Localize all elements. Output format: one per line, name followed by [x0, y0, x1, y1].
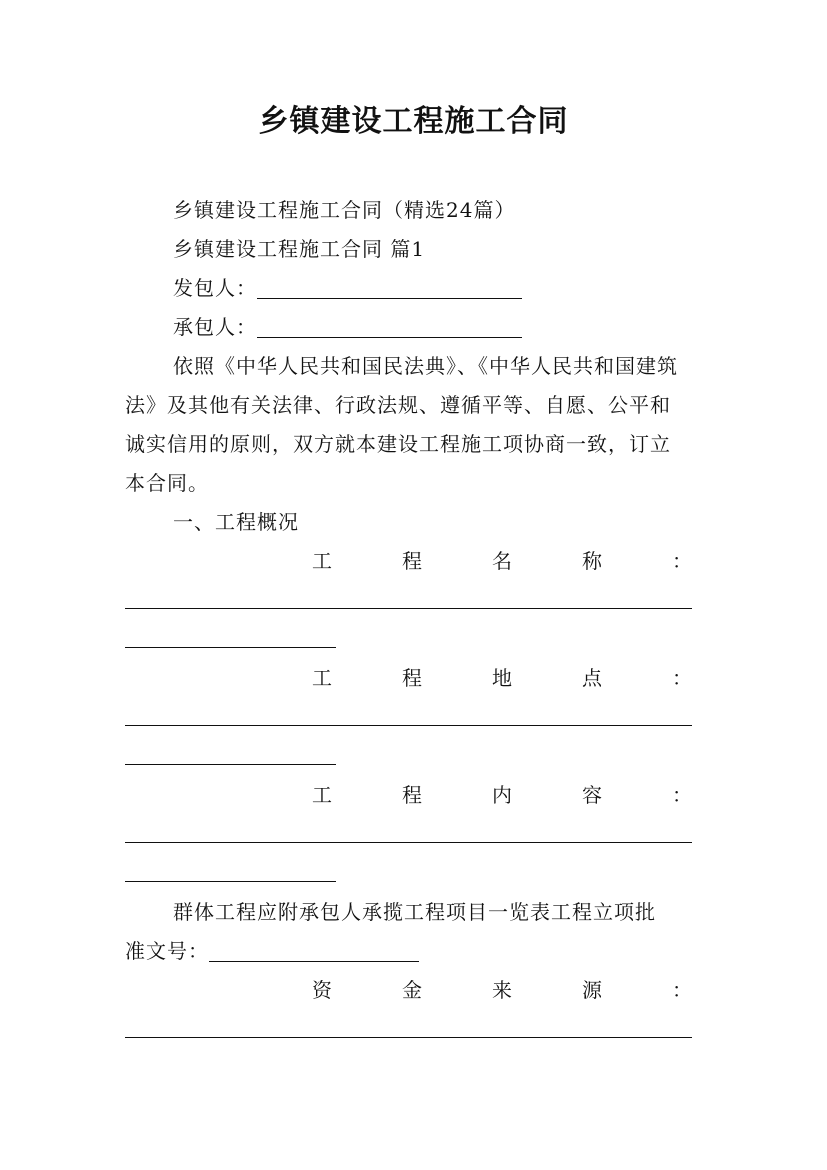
section-heading: 乡镇建设工程施工合同 篇1	[173, 237, 426, 261]
project-content-blank-2	[125, 881, 336, 882]
field-char: 工	[312, 783, 332, 807]
field-char: ：	[672, 783, 692, 807]
field-char: ：	[672, 978, 692, 1002]
project-name-blank-1	[125, 608, 692, 609]
field-char: ：	[672, 666, 692, 690]
field-project-name	[312, 542, 692, 581]
field-char: 程	[402, 666, 422, 690]
field-char: 名	[492, 549, 512, 573]
field-funding-source	[312, 971, 692, 1010]
document-title: 乡镇建设工程施工合同	[258, 104, 569, 139]
approval-number-blank	[209, 937, 419, 962]
subtitle: 乡镇建设工程施工合同（精选24篇）	[173, 198, 516, 222]
field-char: 程	[402, 783, 422, 807]
funding-source-blank	[125, 1037, 692, 1038]
field-char: 金	[402, 978, 422, 1002]
overview-heading: 一、工程概况	[173, 510, 299, 534]
field-char: ：	[672, 549, 692, 573]
field-char: 地	[492, 666, 512, 690]
group-line-1: 群体工程应附承包人承揽工程项目一览表工程立项批	[173, 900, 656, 924]
field-char: 工	[312, 549, 332, 573]
group-line-2	[125, 932, 705, 971]
approval-number-label: 准文号：	[125, 939, 209, 963]
party-a-line	[173, 269, 713, 308]
field-char: 内	[492, 783, 512, 807]
field-char: 点	[582, 666, 602, 690]
field-char: 容	[582, 783, 602, 807]
project-location-blank-1	[125, 725, 692, 726]
field-char: 来	[492, 978, 512, 1002]
party-b-label: 承包人：	[173, 315, 257, 339]
intro-line-3: 诚实信用的原则，双方就本建设工程施工项协商一致，订立	[125, 432, 671, 456]
field-char: 工	[312, 666, 332, 690]
field-char: 源	[582, 978, 602, 1002]
intro-line-2: 法》及其他有关法律、行政法规、遵循平等、自愿、公平和	[125, 393, 671, 417]
field-char: 资	[312, 978, 332, 1002]
field-project-content	[312, 776, 692, 815]
field-project-location	[312, 659, 692, 698]
party-b-blank	[257, 313, 522, 338]
party-b-line	[173, 308, 713, 347]
party-a-label: 发包人：	[173, 276, 257, 300]
project-name-blank-2	[125, 647, 336, 648]
intro-line-1: 依照《中华人民共和国民法典》、《中华人民共和国建筑	[173, 354, 678, 378]
project-content-blank-1	[125, 842, 692, 843]
intro-line-4: 本合同。	[125, 471, 209, 495]
party-a-blank	[257, 274, 522, 299]
field-char: 称	[582, 549, 602, 573]
field-char: 程	[402, 549, 422, 573]
project-location-blank-2	[125, 764, 336, 765]
